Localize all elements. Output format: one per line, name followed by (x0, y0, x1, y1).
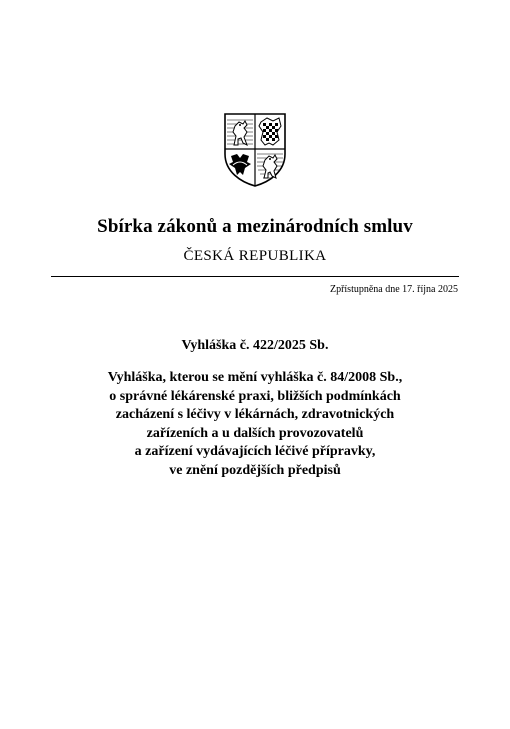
publication-date: Zpřístupněna dne 17. října 2025 (329, 284, 458, 295)
decree-number: Vyhláška č. 422/2025 Sb. (181, 338, 329, 353)
decree-title (55, 369, 455, 480)
collection-title: Sbírka zákonů a mezinárodních smluv (97, 216, 413, 237)
decree-title-line: zařízeních a u dalších provozovatelů (146, 425, 364, 441)
decree-title-line: o správné lékárenské praxi, bližších podmínkách (109, 388, 401, 404)
decree-title-line: Vyhláška, kterou se mění vyhláška č. 84/2008 Sb., (107, 370, 403, 385)
czech-coat-of-arms-icon (223, 112, 287, 188)
country-name: ČESKÁ REPUBLIKA (183, 248, 327, 264)
header-divider (51, 276, 459, 277)
decree-title-line: a zařízení vydávajících léčivé přípravky, (134, 444, 376, 459)
decree-title-line: ve znění pozdějších předpisů (169, 462, 341, 478)
decree-title-line: zacházení s léčivy v lékárnách, zdravotnických (115, 407, 395, 422)
